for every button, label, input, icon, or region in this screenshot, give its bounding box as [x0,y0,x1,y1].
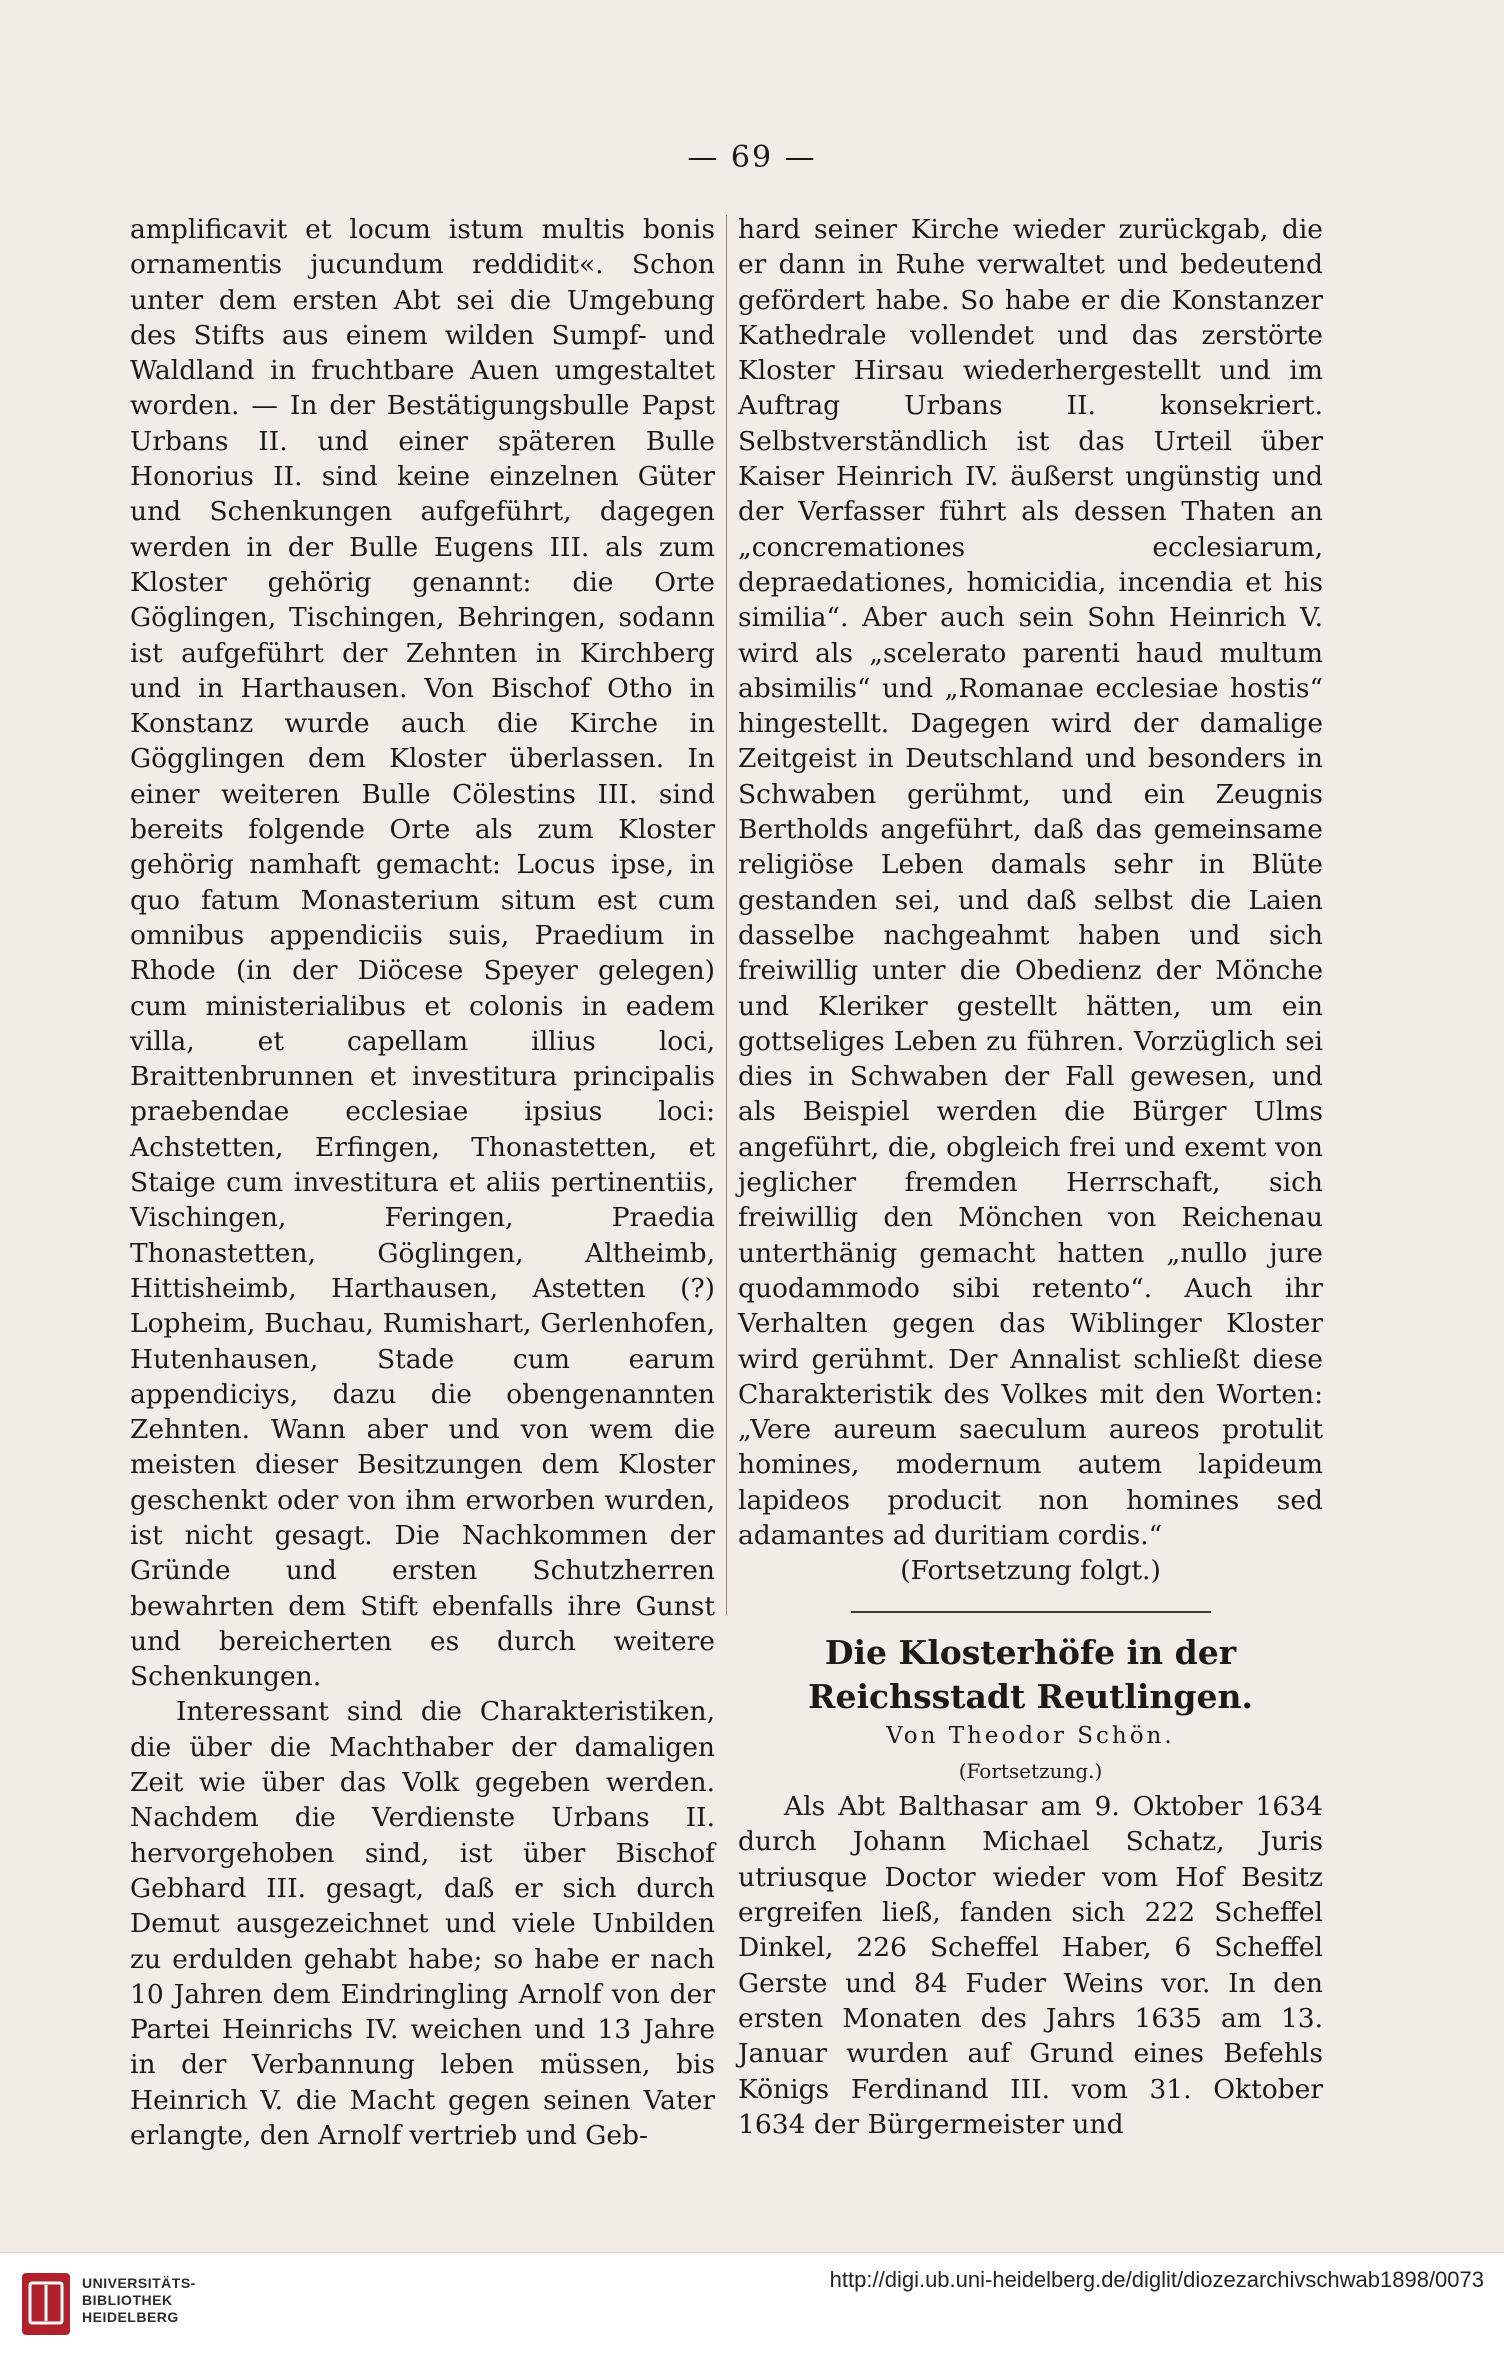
footer-bar [0,2252,1504,2355]
article-title: Die Klosterhöfe in der Reichsstadt Reutlingen. [808,1632,1253,1716]
page-number: — 69 — [687,140,817,175]
institution-name [82,2275,196,2326]
institution-line: UNIVERSITÄTS- [82,2275,196,2291]
left-column [130,212,715,2153]
column-divider [726,215,727,1615]
paragraph: Interessant sind die Charakteristiken, die über die Machthaber der damaligen Zeit wie über das Volk gegeben werden. Nachdem die Verdienste Urbans II. hervorgehoben sind, ist über Bischof Gebhard III. gesagt, daß er sich durch Demut ausgezeichnet und viele Unbilden zu erdulden gehabt habe; so habe er nach 10 Jahren dem Eindringling Arnolf von der Partei Heinrichs IV. weichen und 13 Jahre in der Verbannung leben müssen, bis Heinrich V. die Macht gegen seinen Vater erlangte, den Arnolf vertrieb und Geb- [130,1696,715,2152]
paragraph: hard seiner Kirche wieder zurückgab, die er dann in Ruhe verwaltet und bedeutend gefördert habe. So habe er die Konstanzer Kathedrale vollendet und das zerstörte Kloster Hirsau wiederhergestellt und im Auftrag Urbans II. konsekriert. Selbstverständlich ist das Urteil über Kaiser Heinrich IV. äußerst ungünstig und der Verfasser führt als dessen Thaten an „concremationes ecclesiarum, depraedationes, homicidia, incendia et his similia“. Aber auch sein Sohn Heinrich V. wird als „scelerato parenti haud multum absimilis“ und „Romanae ecclesiae hostis“ hingestellt. Dagegen wird der damalige Zeitgeist in Deutschland und besonders in Schwaben gerühmt, und ein Zeugnis Bertholds angeführt, daß das gemeinsame religiöse Leben damals sehr in Blüte gestanden sei, und daß selbst die Laien dasselbe nachgeahmt haben und sich freiwillig unter die Obedienz der Mönche und Kleriker gestellt hätten, um ein gottseliges Leben zu führen. Vorzüglich sei dies in Schwaben der Fall gewesen, und als Beispiel werden die Bürger Ulms angeführt, die, obgleich frei und exemt von jeglicher fremden Herrschaft, sich freiwillig den Mönchen von Reichenau unterthänig gemacht hatten „nullo jure quodammodo sibi retento“. Auch ihr Verhalten gegen das Wiblinger Kloster wird gerühmt. Der Annalist schließt diese Charakteristik des Volkes mit den Worten: „Vere aureum saeculum aureos protulit homines, modernum autem lapideum lapideos producit non homines sed adamantes ad duritiam cordis.“ [738,214,1323,1551]
section-rule [851,1611,1211,1613]
paragraph: amplificavit et locum istum multis bonis ornamentis jucundum reddidit«. Schon unter dem ersten Abt sei die Umgebung des Stifts aus einem wilden Sumpf- und Waldland in fruchtbare Auen umgestaltet worden. — In der Bestätigungsbulle Papst Urbans II. und einer späteren Bulle Honorius II. sind keine einzelnen Güter und Schenkungen aufgeführt, dagegen werden in der Bulle Eugens III. als zum Kloster gehörig genannt: die Orte Göglingen, Tischingen, Behringen, sodann ist aufgeführt der Zehnten in Kirchberg und in Harthausen. Von Bischof Otho in Konstanz wurde auch die Kirche in Gögglingen dem Kloster überlassen. In einer weiteren Bulle Cölestins III. sind bereits folgende Orte als zum Kloster gehörig namhaft gemacht: Locus ipse, in quo fatum Monasterium situm est cum omnibus appendiciis suis, Praedium in Rhode (in der Diöcese Speyer gelegen) cum ministerialibus et colonis in eadem villa, et capellam illius loci, Braittenbrunnen et investitura principalis praebendae ecclesiae ipsius loci: Achstetten, Erfingen, Thonastetten, et Staige cum investitura et aliis pertinentiis, Vischingen, Feringen, Praedia Thonastetten, Göglingen, Altheimb, Hittisheimb, Harthausen, Astetten (?) Lopheim, Buchau, Rumishart, Gerlenhofen, Hutenhausen, Stade cum earum appendiciys, dazu die obengenannten Zehnten. Wann aber und von wem die meisten dieser Besitzungen dem Kloster geschenkt oder von ihm erworben wurden, ist nicht gesagt. Die Nachkommen der Gründe und ersten Schutzherren bewahrten dem Stift ebenfalls ihre Gunst und bereicherten es durch weitere Schenkungen. [130,214,715,1693]
article-byline: Von Theodor Schön. [886,1722,1175,1749]
source-url-link[interactable]: http://digi.ub.uni-heidelberg.de/diglit/diozezarchivschwab1898/0073 [829,2267,1484,2292]
right-column [738,212,1323,2142]
paragraph: Als Abt Balthasar am 9. Oktober 1634 durch Johann Michael Schatz, Juris utriusque Doctor wieder vom Hof Besitz ergreifen ließ, fanden sich 222 Scheffel Dinkel, 226 Scheffel Haber, 6 Scheffel Gerste und 84 Fuder Weins vor. In den ersten Monaten des Jahrs 1635 am 13. Januar wurden auf Grund eines Befehls Königs Ferdinand III. vom 31. Oktober 1634 der Bürgermeister und [738,1791,1323,2140]
institution-line: HEIDELBERG [82,2309,179,2325]
continuation-note: (Fortsetzung folgt.) [900,1555,1161,1587]
article-continuation: (Fortsetzung.) [958,1758,1103,1783]
university-seal-icon [20,2271,72,2337]
institution-line: BIBLIOTHEK [82,2292,173,2308]
